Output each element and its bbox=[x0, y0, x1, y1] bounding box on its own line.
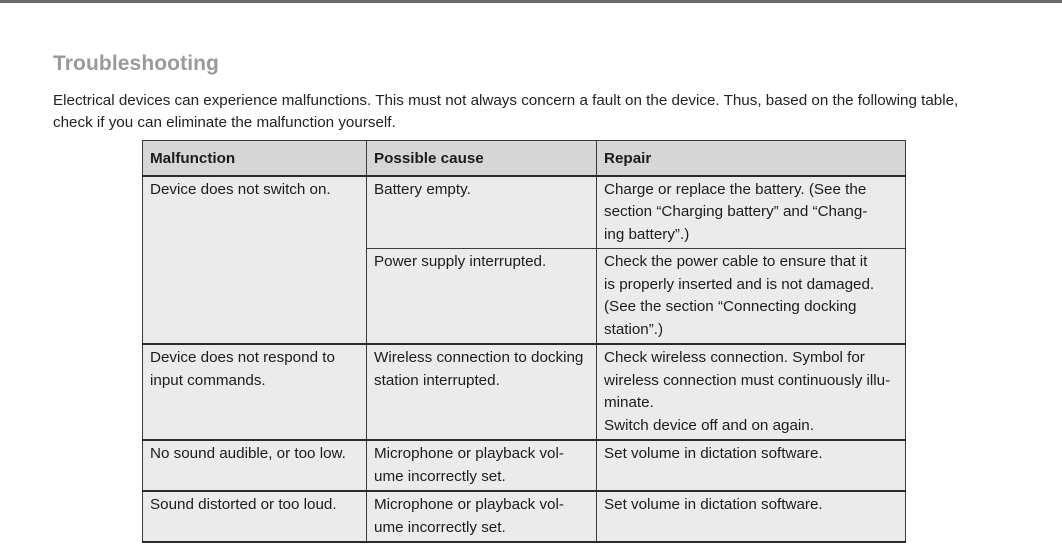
cell-line: minate. bbox=[604, 394, 654, 411]
top-divider bbox=[0, 0, 1062, 3]
table-row bbox=[143, 176, 906, 249]
cell-text: Sound distorted or too loud. bbox=[150, 496, 337, 513]
header-repair: Repair bbox=[597, 141, 906, 176]
cell-text: Battery empty. bbox=[374, 180, 471, 198]
repair-cell bbox=[597, 440, 906, 491]
cell-line: is properly inserted and is not damaged. bbox=[604, 275, 875, 293]
cell-text: No sound audible, or too low. bbox=[150, 445, 346, 462]
cell-line: station interrupted. bbox=[374, 371, 500, 389]
cause-cell bbox=[367, 491, 597, 542]
cell-line: Wireless connection to docking bbox=[374, 349, 584, 366]
table-row bbox=[143, 491, 906, 542]
cell-line: Check wireless connection. Symbol for bbox=[604, 349, 865, 366]
cause-cell bbox=[367, 176, 597, 249]
malfunction-cell bbox=[143, 440, 367, 491]
intro-paragraph bbox=[53, 90, 1013, 134]
cell-line: wireless connection must continuously illu- bbox=[604, 371, 891, 389]
cell-line: Microphone or playback vol- bbox=[374, 445, 564, 462]
troubleshooting-table bbox=[142, 140, 906, 543]
cell-text: Set volume in dictation software. bbox=[604, 496, 823, 513]
table-header-row bbox=[143, 141, 906, 176]
cell-line: Device does not respond to bbox=[150, 349, 335, 366]
cell-line: Check the power cable to ensure that it bbox=[604, 253, 868, 270]
intro-line: Electrical devices can experience malfunctions. This must not always concern a fault on the device. Thus, based on the following table, bbox=[53, 92, 959, 109]
malfunction-cell bbox=[143, 344, 367, 440]
cell-line: ing battery”.) bbox=[604, 225, 690, 243]
cause-cell bbox=[367, 344, 597, 440]
intro-line: check if you can eliminate the malfunction yourself. bbox=[53, 114, 396, 131]
cell-line: Switch device off and on again. bbox=[604, 416, 814, 434]
cell-line: (See the section “Connecting docking bbox=[604, 298, 857, 315]
cell-text: Device does not switch on. bbox=[150, 180, 331, 198]
cell-text: Set volume in dictation software. bbox=[604, 445, 823, 462]
cause-cell bbox=[367, 249, 597, 345]
section-title: Troubleshooting bbox=[53, 52, 219, 75]
malfunction-cell bbox=[143, 176, 367, 345]
header-malfunction: Malfunction bbox=[143, 141, 367, 176]
repair-cell bbox=[597, 176, 906, 249]
cause-cell bbox=[367, 440, 597, 491]
repair-cell bbox=[597, 249, 906, 345]
cell-line: ume incorrectly set. bbox=[374, 518, 506, 536]
cell-line: station”.) bbox=[604, 320, 664, 338]
malfunction-cell bbox=[143, 491, 367, 542]
cell-line: input commands. bbox=[150, 371, 266, 389]
table-row bbox=[143, 344, 906, 440]
cell-text: Power supply interrupted. bbox=[374, 253, 547, 270]
repair-cell bbox=[597, 344, 906, 440]
cell-line: section “Charging battery” and “Chang- bbox=[604, 203, 868, 220]
cell-line: Charge or replace the battery. (See the bbox=[604, 180, 867, 198]
repair-cell bbox=[597, 491, 906, 542]
cell-line: Microphone or playback vol- bbox=[374, 496, 564, 513]
cell-line: ume incorrectly set. bbox=[374, 467, 506, 485]
table-row bbox=[143, 440, 906, 491]
header-possible-cause: Possible cause bbox=[367, 141, 597, 176]
